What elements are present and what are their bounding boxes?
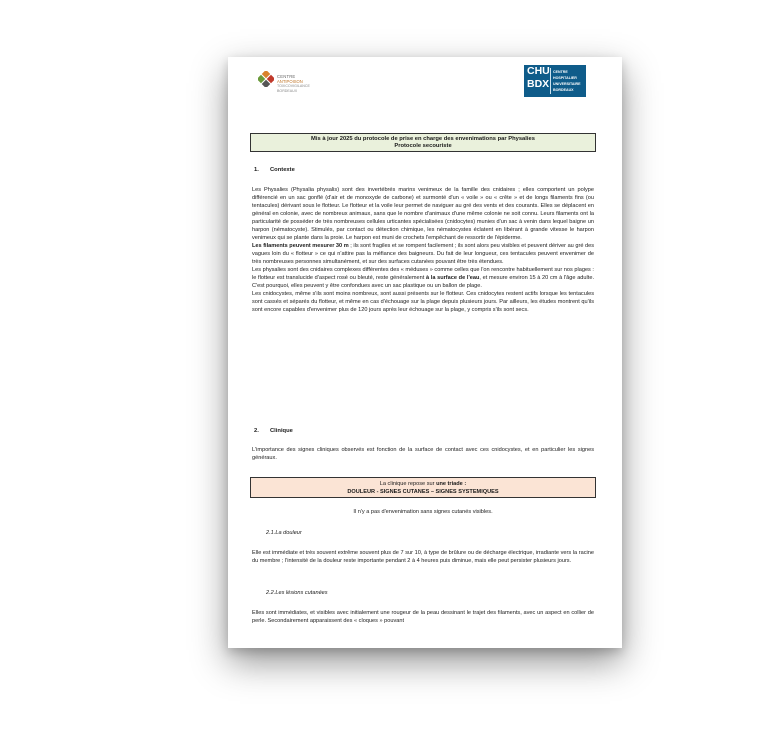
triad-line2: DOULEUR - SIGNES CUTANES – SIGNES SYSTEMIQUES [347, 488, 499, 495]
document-title-box [250, 133, 596, 152]
logo-left-line3: TOXICOVIGILANCE [277, 84, 310, 88]
subsection-2-2-number: 2.2. [266, 590, 276, 596]
section1-paragraph3-start: Les physalies sont des cnidaires complexes différentes des « méduses » comme celles que l'on rencontre habituellement sur nos plages : le flotteur est translucide d'aspect rosé ou bleuté, reste généralement [252, 267, 594, 281]
logo-side-line3: UNIVERSITAIRE [553, 82, 581, 86]
antipoison-logo-icon [258, 71, 274, 87]
subsection-2-2-title: Les lésions cutanées [275, 590, 328, 596]
document-page [228, 57, 622, 648]
subsection-2-1-heading [266, 530, 302, 536]
section1-paragraph1: Les Physalies (Physalia physalis) sont des invertébrés marins venimeux de la famille des cnidaires ; elles comportent un polype différencié en un sac gonflé (d'air et de monoxyde de carbone) et surmonté d'un « voile » ou « crête » et de longs filaments fins (ou tentacules) dérivant sous le flotteur. Le flotteur et la voile leur permet de naviguer au gré des vents et des courants. Elles se déplacent en général en colonie, avec de nombreux animaux, sans que le nombre d'animaux d'une même colonie ne soit connu. Leurs filaments ont la particularité de posséder de très nombreuses cellules urticantes spécialisées (cnidocytes) munies d'un sac à venin dans lequel baigne un harpon (nématocyste). Stimulés, par contact ou détection chimique, les nématocystes éclatent en libérant à grande vitesse le harpon venimeux qui se plante dans la proie. Le harpon est muni de crochets l'empêchant de ressortir de l'épiderme. [252, 187, 594, 241]
skin-lesions-text: Elles sont immédiates, et visibles avec initialement une rougeur de la peau dessinant le trajet des filaments, avec un aspect en collier de perle. Secondairement apparaissent des « cloques » pouvant [252, 610, 594, 624]
logo-left-line1: CENTRE [277, 74, 296, 79]
chu-bordeaux-logo [524, 65, 586, 97]
section1-paragraph2-rest: ; ils sont fragiles et se rompent facilement ; ils sont alors peu visibles et peuvent dériver au gré des vagues loin du « flotteur » ce qui n'attire pas la méfiance des baigneurs. Du fait de leur longueur, ces tentacules peuvent envenimer de très nombreuses personnes simultanément, et sur des surfaces cutanées pouvant être très étendues. [252, 243, 595, 265]
filament-length-bold: Les filaments peuvent mesurer 30 m [252, 243, 349, 249]
subsection-2-1-number: 2.1. [266, 530, 276, 536]
section2-intro [252, 446, 594, 462]
logo-divider [550, 68, 551, 94]
section2-paragraph1: L'importance des signes cliniques observés est fonction de la surface de contact avec ces cnidocystes, et en particulier les signes généraux. [252, 447, 594, 461]
section1-paragraph3-end: , et mesure environ 15 à 20 cm à l'âge adulte. C'est pourquoi, elles peuvent y être confondues avec un sac plastique ou un ballon de plage. [252, 275, 594, 289]
centre-antipoison-logo [258, 71, 348, 97]
triad-prefix: La clinique repose sur [379, 480, 437, 487]
subsection-2-2-heading [266, 590, 328, 596]
document-title: Mis à jour 2025 du protocole de prise en charge des envenimations par Physalies [311, 135, 535, 142]
logo-side-line4: BORDEAUX [553, 88, 574, 92]
section2-heading [254, 428, 293, 434]
document-subtitle: Protocole secouriste [394, 143, 452, 150]
skin-lesions-paragraph [252, 609, 594, 625]
section1-heading [254, 167, 295, 173]
section1-paragraph3 [252, 266, 594, 290]
triad-bold: une triade : [436, 480, 467, 487]
triad-line1 [251, 480, 595, 488]
section1-body [252, 186, 594, 314]
section1-title: Contexte [270, 167, 295, 173]
clinical-triad-box [250, 477, 596, 498]
section1-number: 1. [254, 167, 259, 173]
pain-paragraph [252, 549, 594, 565]
logo-left-line2: ANTIPOISON [277, 79, 303, 84]
logo-side-line1: CENTRE [553, 70, 568, 74]
subsection-2-1-title: La douleur [275, 530, 302, 536]
logo-bdx-text: BDX [527, 78, 550, 90]
logo-left-line4: BORDEAUX [277, 89, 298, 93]
section1-paragraph4: Les cnidocystes, même s'ils sont moins nombreux, sont aussi présents sur le flotteur. Ces cnidocytes restent actifs lorsque les tentacules sont cassés et séparés du flotteur, et même en cas d'échouage sur la plage depuis plusieurs jours. Par ailleurs, les études montrent qu'ils sont encore capables d'envenimer plus de 120 jours après leur échouage sur la plage, y compris s'ils sont secs. [252, 291, 594, 313]
section1-paragraph2 [252, 242, 594, 266]
surface-bold: à la surface de l'eau [425, 275, 480, 281]
section2-number: 2. [254, 428, 259, 434]
logo-side-line2: HOSPITALIER [553, 76, 577, 80]
pain-text: Elle est immédiate et très souvent extrême souvent plus de 7 sur 10, à type de brûlure ou de décharge électrique, irradiante vers la racine du membre ; l'intensité de la douleur reste importante pendant 2 à 4 heures puis diminue, mais elle peut persister plusieurs jours. [252, 550, 594, 564]
no-envenomation-note: Il n'y a pas d'envenimation sans signes cutanés visibles. [353, 509, 493, 515]
logo-chu-text: CHU [527, 65, 550, 77]
section2-title: Clinique [270, 428, 293, 434]
